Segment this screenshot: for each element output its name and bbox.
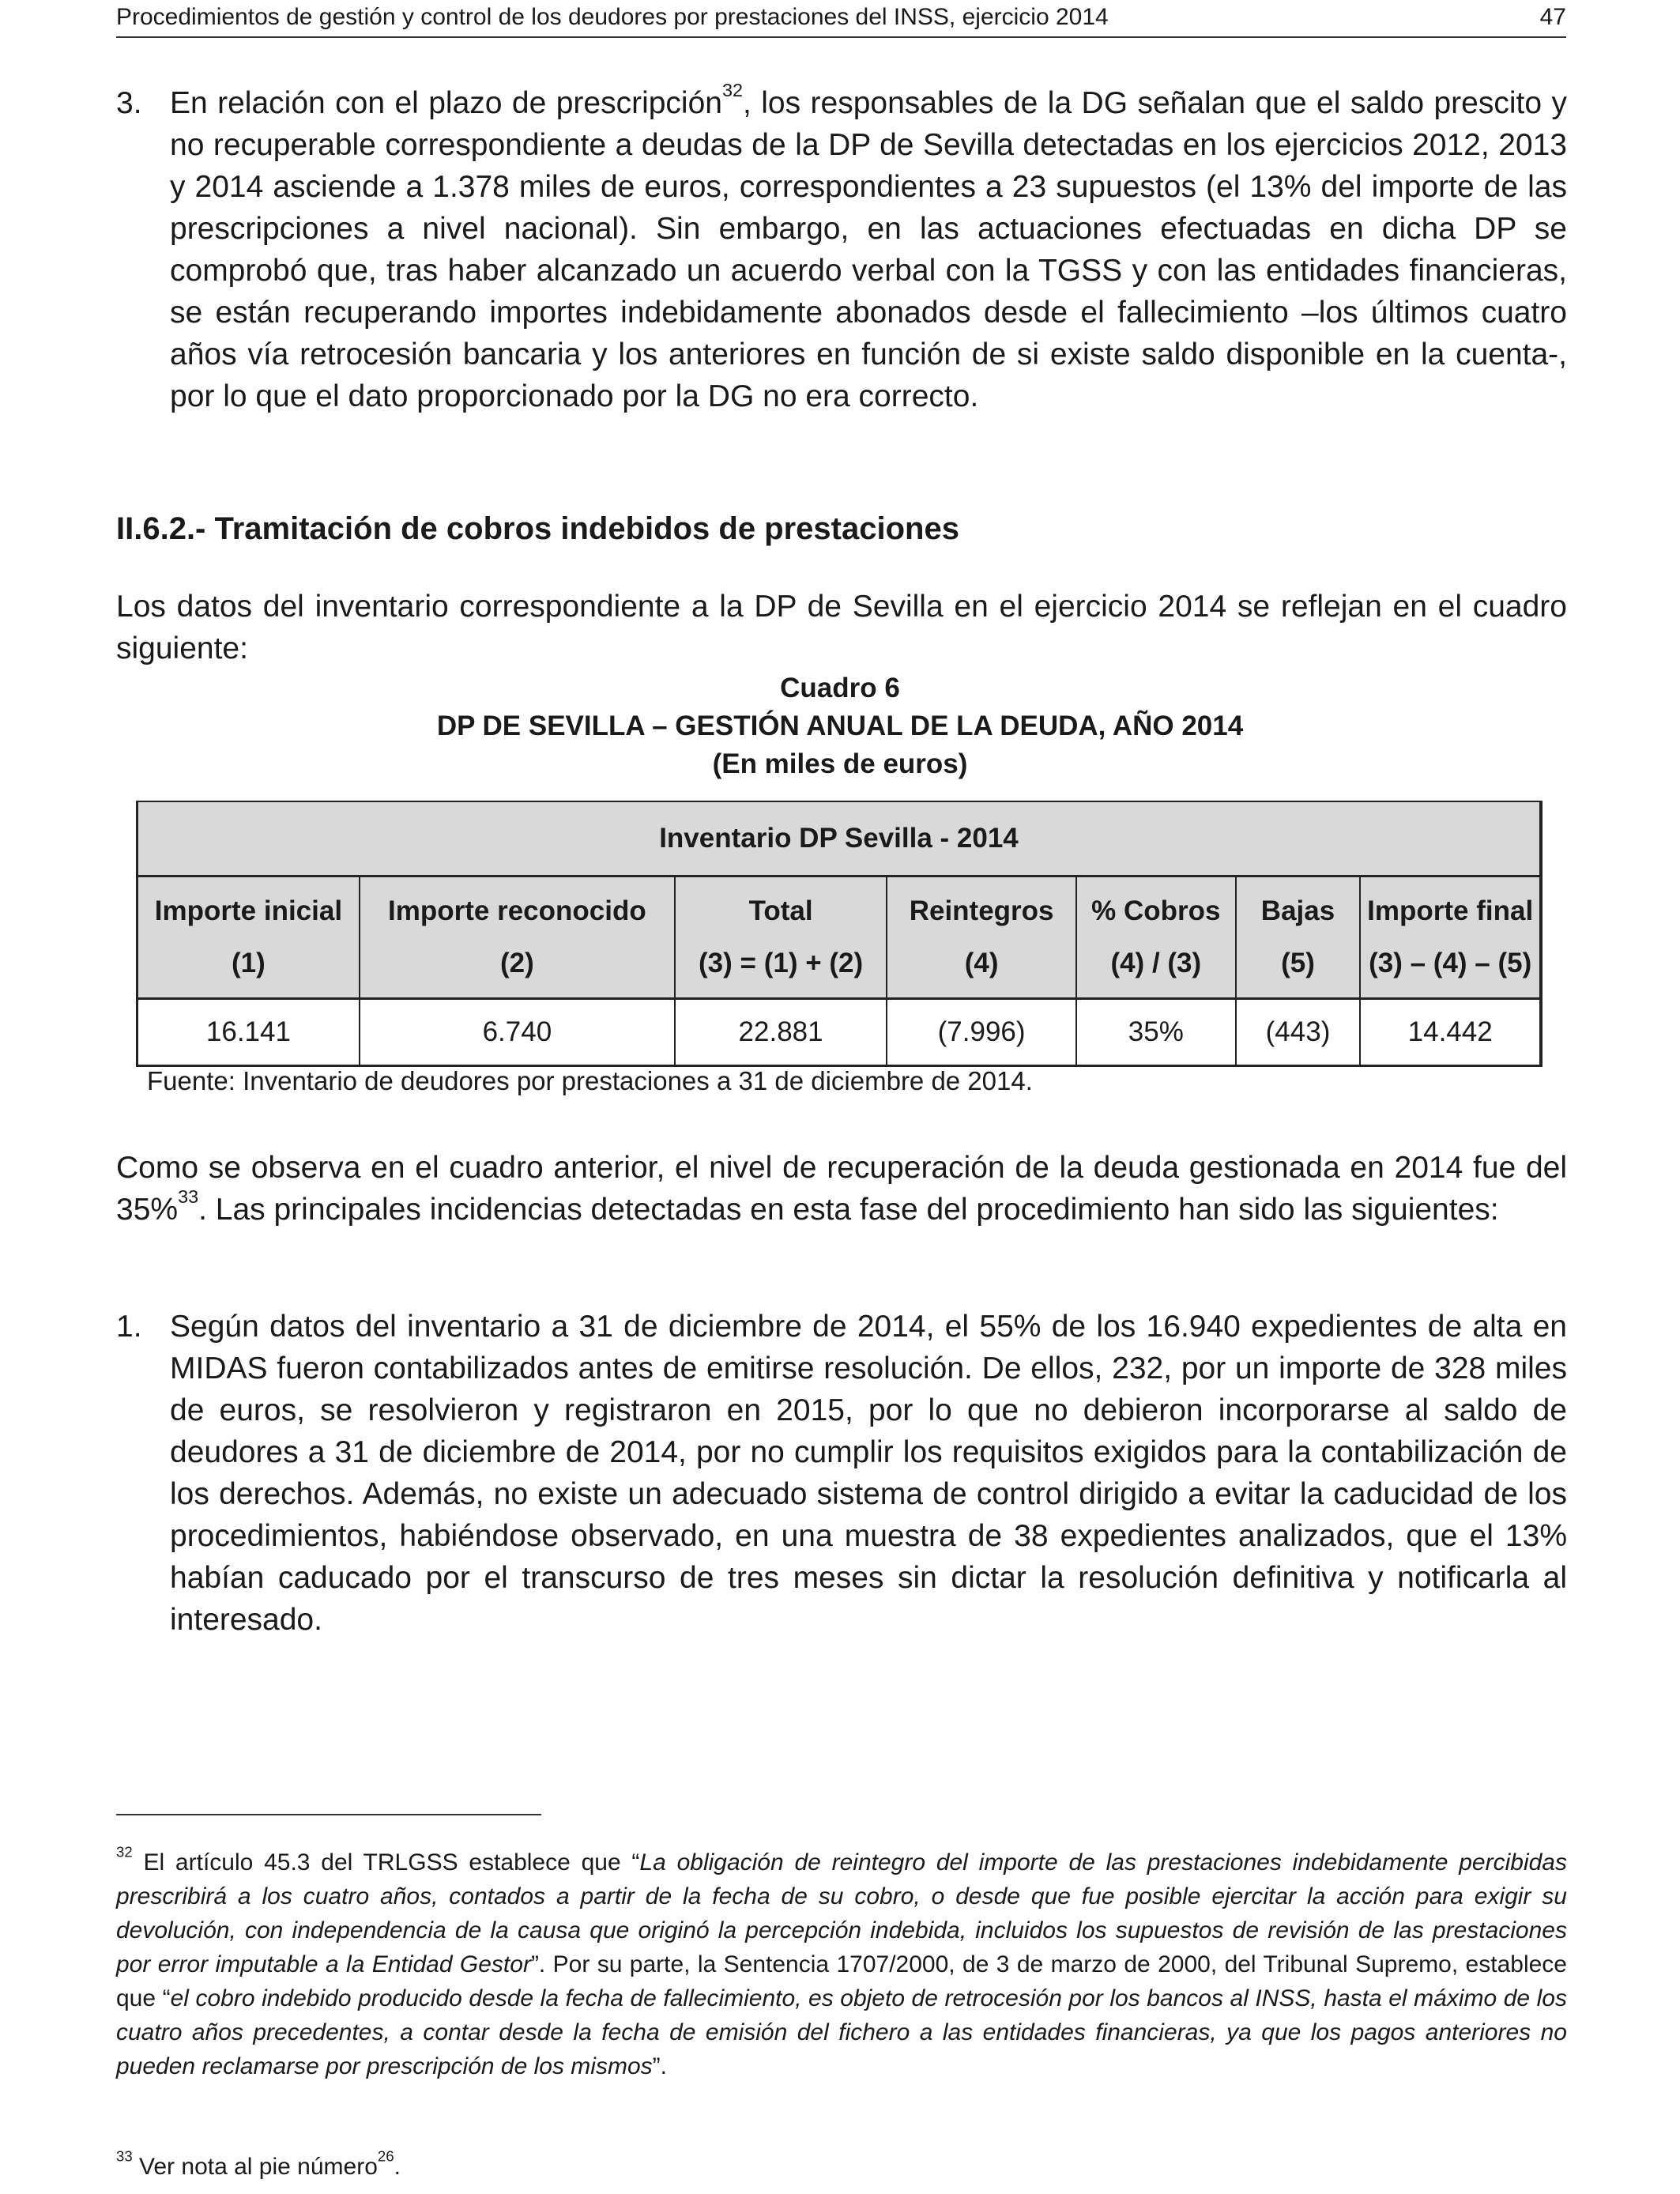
column-formula: (4) [964, 948, 999, 978]
table-cell-reintegros: (7.996) [887, 999, 1076, 1066]
column-name: Importe reconocido [388, 895, 646, 926]
fn32-quote-2: el cobro indebido producido desde la fecha de fallecimiento, es objeto de retrocesión por los bancos al INSS, hasta el máximo de los cuatro años precedentes, a contar desde la fecha de emisión del fichero a las entidades financieras, ya que los pagos anteriores no pueden reclamarse por prescripción de los mismos [116, 1985, 1567, 2079]
fn32-quote-1: La obligación de reintegro del importe de las prestaciones indebidamente percibidas prescribirá a los cuatro años, contados a partir de la fecha de su cobro, o desde que fue posible ejercitar la acción para exigir su devolución, con independencia de la causa que originó la percepción indebida, incluidos los supuestos de revisión de las prestaciones por error imputable a la Entidad Gestor [116, 1849, 1567, 1977]
footnote-32 [116, 1845, 1567, 2083]
column-name: Importe final [1367, 895, 1534, 926]
fn33-text: Ver nota al pie número [132, 2154, 378, 2180]
table-caption-title: DP DE SEVILLA – GESTIÓN ANUAL DE LA DEUDA, AÑO 2014 [436, 711, 1244, 741]
column-formula: (3) – (4) – (5) [1369, 948, 1532, 978]
fn32-text-3: ”. [652, 2053, 667, 2079]
list-item-text [170, 79, 1567, 417]
section-intro: Los datos del inventario correspondiente a la DP de Sevilla en el ejercicio 2014 se reflejan en el cuadro siguiente: [116, 590, 1567, 665]
item1-text-a: En relación con el plazo de prescripción [170, 86, 722, 120]
column-formula: (5) [1281, 948, 1315, 978]
table-cell-total: 22.881 [675, 999, 887, 1066]
list-item-number: 1. [116, 1310, 142, 1344]
footnote-separator [116, 1814, 541, 1815]
column-header-importe-reconocido [360, 876, 675, 999]
footnote-ref-33[interactable]: 33 [178, 1186, 199, 1207]
column-header-bajas [1236, 876, 1361, 999]
table-source: Fuente: Inventario de deudores por prestaciones a 31 de diciembre de 2014. [147, 1066, 1033, 1095]
list-item-1 [116, 1306, 1567, 1641]
column-formula: (2) [500, 948, 534, 978]
debt-management-table [136, 801, 1543, 1067]
column-header-reintegros [887, 876, 1076, 999]
list-item-3 [116, 79, 1567, 417]
column-formula: (1) [232, 948, 266, 978]
item1-text-b: , los responsables de la DG señalan que el saldo prescito y no recuperable correspondiente a deudas de la DP de Sevilla detectadas en los ejercicios 2012, 2013 y 2014 asciende a 1.378 miles de euros, correspondientes a 23 supuestos (el 13% del importe de las prescripciones a nivel nacional). Sin embargo, en las actuaciones efectuadas en dicha DP se comprobó que, tras haber alcanzado un acuerdo verbal con la TGSS y con las entidades financieras, se están recuperando importes indebidamente abonados desde el fallecimiento –los últimos cuatro años vía retrocesión bancaria y los anteriores en función de si existe saldo disponible en la cuenta-, por lo que el dato proporcionado por la DG no era correcto. [170, 86, 1567, 413]
table-row [137, 999, 1542, 1066]
footnote-marker: 32 [116, 1843, 133, 1860]
column-header-importe-final [1360, 876, 1541, 999]
footnote-ref-26[interactable]: 26 [377, 2147, 394, 2165]
column-name: Total [748, 895, 813, 926]
table-cell-importe-reconocido: 6.740 [360, 999, 675, 1066]
column-header-importe-inicial [137, 876, 360, 999]
column-name: Reintegros [909, 895, 1054, 926]
column-header-cobros [1076, 876, 1236, 999]
footnote-ref-32[interactable]: 32 [721, 79, 743, 100]
footnote-marker: 33 [116, 2147, 133, 2165]
column-header-total [675, 876, 887, 999]
column-formula: (3) = (1) + (2) [699, 948, 864, 978]
header-title: Procedimientos de gestión y control de los deudores por prestaciones del INSS, ejercicio 2014 [116, 4, 1109, 30]
fn32-text-2: ”. Por su parte, la Sentencia 1707/2000, de 3 de marzo de 2000, del Tribunal Supremo, establece que “ [116, 1951, 1567, 2011]
column-name: Bajas [1260, 895, 1335, 926]
para2-text-a: Como se observa en el cuadro anterior, el nivel de recuperación de la deuda gestionada en 2014 fue del 35% [116, 1151, 1567, 1227]
table-group-header: Inventario DP Sevilla - 2014 [137, 801, 1542, 876]
column-name: Importe inicial [154, 895, 343, 926]
table-caption-units: (En miles de euros) [712, 748, 968, 779]
table-cell-cobros: 35% [1076, 999, 1236, 1066]
table-cell-importe-final: 14.442 [1360, 999, 1541, 1066]
page-number: 47 [1539, 4, 1566, 30]
list-item-text: Según datos del inventario a 31 de diciembre de 2014, el 55% de los 16.940 expedientes de alta en MIDAS fueron contabilizados antes de emitirse resolución. De ellos, 232, por un importe de 328 miles de euros, se resolvieron y registraron en 2015, por lo que no debieron incorporarse al saldo de deudores a 31 de diciembre de 2014, por no cumplir los requisitos exigidos para la contabilización de los derechos. Además, no existe un adecuado sistema de control dirigido a evitar la caducidad de los procedimientos, habiéndose observado, en una muestra de 38 expedientes analizados, que el 13% habían caducado por el transcurso de tres meses sin dictar la resolución definitiva y notificarla al interesado. [170, 1310, 1567, 1637]
para2-text-b: . Las principales incidencias detectadas en esta fase del procedimiento han sido las siguientes: [198, 1193, 1499, 1227]
section-heading: II.6.2.- Tramitación de cobros indebidos de prestaciones [116, 511, 959, 546]
table-caption-number: Cuadro 6 [780, 673, 900, 703]
column-name: % Cobros [1091, 895, 1221, 926]
fn33-end: . [394, 2154, 401, 2180]
footnote-33 [116, 2147, 1567, 2184]
observation-paragraph [116, 1147, 1567, 1231]
column-formula: (4) / (3) [1110, 948, 1202, 978]
running-header [116, 2, 1566, 38]
fn32-text-1: El artículo 45.3 del TRLGSS establece que “ [132, 1849, 640, 1875]
table-cell-importe-inicial: 16.141 [137, 999, 360, 1066]
table-cell-bajas: (443) [1236, 999, 1361, 1066]
list-item-number: 3. [116, 86, 142, 120]
